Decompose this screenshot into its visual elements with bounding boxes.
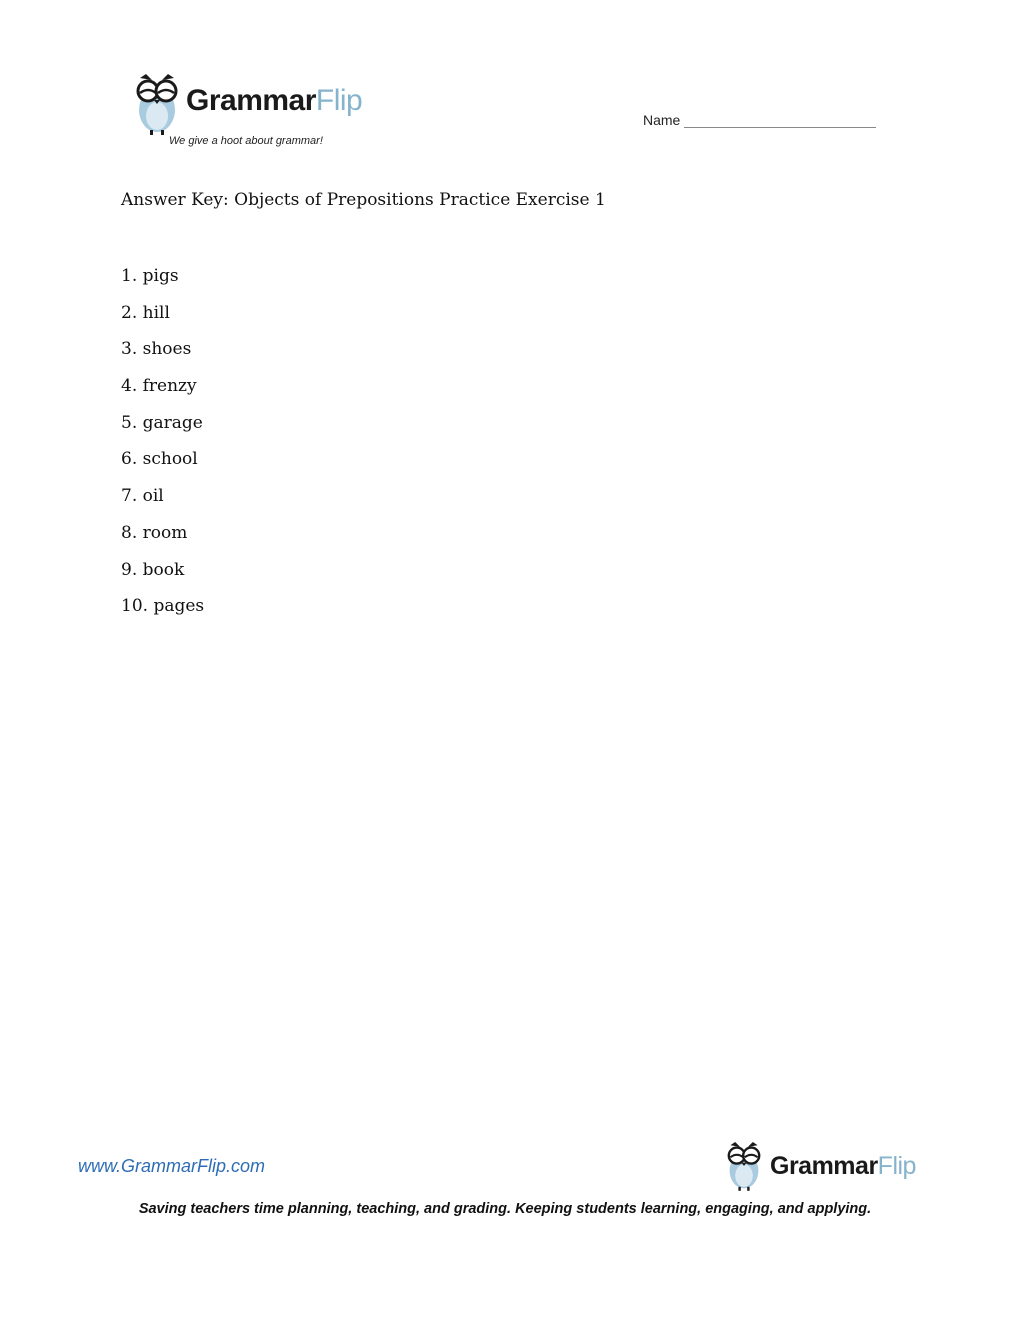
list-item: 9. book: [121, 559, 185, 580]
website-link[interactable]: www.GrammarFlip.com: [78, 1156, 266, 1176]
answer-list: [121, 263, 204, 630]
list-item: 7. oil: [121, 486, 164, 507]
list-item: 1. pigs: [121, 266, 179, 286]
logo-word-accent: Flip: [315, 84, 363, 117]
name-label: Name: [643, 112, 681, 128]
list-item: 6. school: [121, 449, 198, 470]
logo-word-accent: Flip: [877, 1152, 916, 1180]
logo-word-main: Grammar: [186, 84, 316, 117]
page-title: Answer Key: Objects of Prepositions Practice Exercise 1: [121, 190, 606, 210]
list-item: 2. hill: [121, 302, 170, 323]
tagline: We give a hoot about grammar!: [169, 135, 323, 147]
list-item: 10. pages: [121, 596, 205, 617]
list-item: 4. frenzy: [121, 376, 197, 397]
logo-word-main: Grammar: [770, 1152, 878, 1180]
owl-icon: [724, 1140, 764, 1192]
list-item: 5. garage: [121, 412, 203, 433]
footer-logo: [724, 1138, 934, 1194]
list-item: 3. shoes: [121, 339, 192, 360]
footer-logo-wordmark: [770, 1152, 916, 1181]
logo-wordmark: [186, 84, 362, 118]
owl-icon: [132, 72, 182, 136]
list-item: 8. room: [121, 522, 188, 543]
footer-slogan: Saving teachers time planning, teaching, and grading. Keeping students learning, engaging, and applying.: [138, 1201, 872, 1217]
name-field[interactable]: [643, 112, 876, 128]
name-blank-line[interactable]: [684, 113, 876, 128]
brand-logo: [122, 70, 392, 152]
